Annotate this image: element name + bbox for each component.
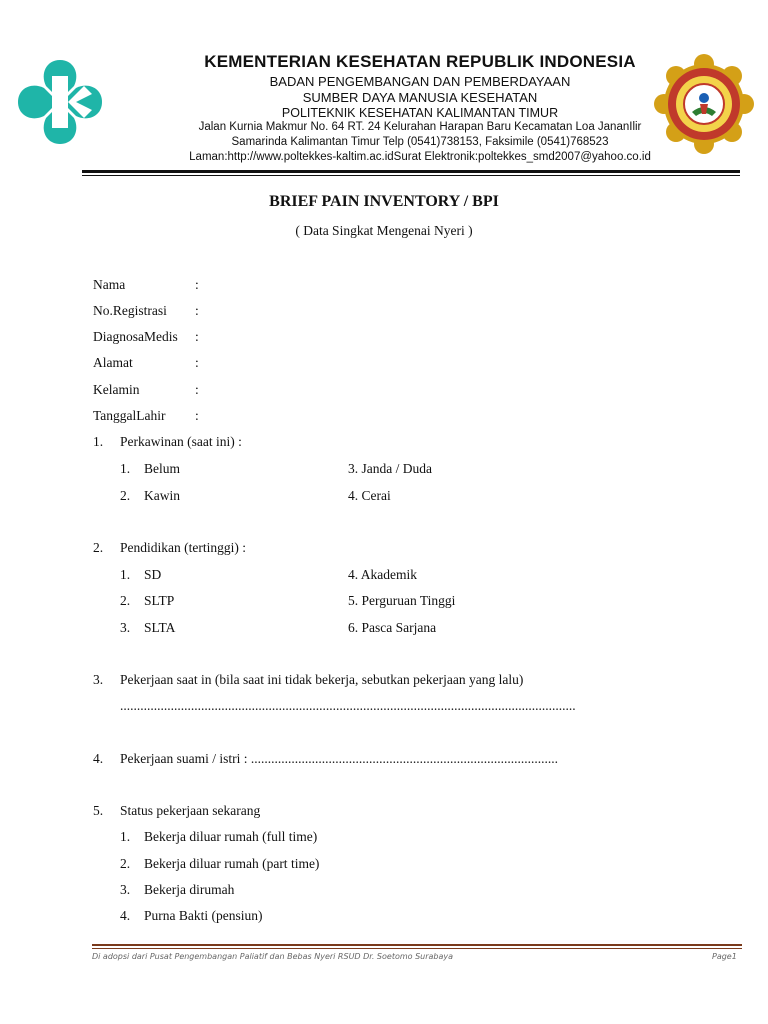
school-name: POLITEKNIK KESEHATAN KALIMANTAN TIMUR — [281, 106, 559, 120]
field-colon: : — [195, 277, 199, 292]
field-colon: : — [195, 355, 199, 370]
question-number: 5. — [93, 803, 104, 818]
question-text-pekerjaan: Pekerjaan saat in (bila saat ini tidak bekerja, sebutkan pekerjaan yang lalu) — [120, 672, 524, 687]
address-line-1: Jalan Kurnia Makmur No. 64 RT. 24 Kelurahan Harapan Baru Kecamatan Loa JananIlir — [198, 121, 642, 133]
footer-rule-thin — [92, 948, 742, 949]
footer-page-number: Page1 — [712, 952, 737, 961]
option-cerai: 4. Cerai — [348, 488, 391, 503]
option-number: 2. — [120, 488, 131, 503]
field-label-alamat: Alamat — [93, 355, 133, 370]
option-number: 2. — [120, 856, 131, 871]
option-dirumah: Bekerja dirumah — [144, 882, 235, 897]
option-sd: SD — [144, 567, 162, 582]
question-number: 3. — [93, 672, 104, 687]
field-label-diagnosa: DiagnosaMedis — [93, 329, 178, 344]
option-number: 1. — [120, 567, 131, 582]
header-rule-thick — [82, 170, 740, 173]
answer-dotted-line[interactable]: ....................................................................................................................................... — [120, 698, 576, 713]
option-belum: Belum — [144, 461, 180, 476]
question-number: 1. — [93, 434, 104, 449]
field-colon: : — [195, 329, 199, 344]
field-colon: : — [195, 408, 199, 423]
question-text-status-pekerjaan: Status pekerjaan sekarang — [120, 803, 261, 818]
web-email-line: Laman:http://www.poltekkes-kaltim.ac.idSurat Elektronik:poltekkes_smd2007@yahoo.co.id — [189, 151, 651, 163]
ministry-title: KEMENTERIAN KESEHATAN REPUBLIK INDONESIA — [204, 52, 636, 71]
field-label-kelamin: Kelamin — [93, 382, 140, 397]
question-text-perkawinan: Perkawinan (saat ini) : — [120, 434, 242, 449]
question-number: 4. — [93, 751, 104, 766]
agency-line-1: BADAN PENGEMBANGAN DAN PEMBERDAYAAN — [269, 74, 571, 89]
field-label-nama: Nama — [93, 277, 126, 292]
option-perguruan-tinggi: 5. Perguruan Tinggi — [348, 593, 456, 608]
header-rule-thin — [82, 175, 740, 176]
address-line-2: Samarinda Kalimantan Timur Telp (0541)738153, Faksimile (0541)768523 — [231, 136, 609, 148]
option-number: 1. — [120, 461, 131, 476]
field-colon: : — [195, 382, 199, 397]
footer-source: Di adopsi dari Pusat Pengembangan Paliatif dan Bebas Nyeri RSUD Dr. Soetomo Surabaya — [92, 952, 454, 961]
question-text-pekerjaan-suami-istri: Pekerjaan suami / istri : ........................................................................................... — [120, 751, 558, 766]
footer-rule — [92, 944, 742, 946]
option-number: 3. — [120, 620, 131, 635]
field-colon: : — [195, 303, 199, 318]
agency-line-2: SUMBER DAYA MANUSIA KESEHATAN — [302, 90, 538, 105]
option-full-time: Bekerja diluar rumah (full time) — [144, 829, 318, 844]
option-kawin: Kawin — [144, 488, 180, 503]
form-title: BRIEF PAIN INVENTORY / BPI — [269, 193, 499, 210]
field-label-registrasi: No.Registrasi — [93, 303, 167, 318]
option-slta: SLTA — [144, 620, 176, 635]
option-akademik: 4. Akademik — [348, 567, 417, 582]
option-pasca-sarjana: 6. Pasca Sarjana — [348, 620, 437, 635]
option-number: 1. — [120, 829, 131, 844]
option-sltp: SLTP — [144, 593, 175, 608]
option-part-time: Bekerja diluar rumah (part time) — [144, 856, 320, 871]
ministry-flower-logo-icon — [14, 56, 106, 148]
option-number: 3. — [120, 882, 131, 897]
option-janda-duda: 3. Janda / Duda — [348, 461, 432, 476]
question-text-pendidikan: Pendidikan (tertinggi) : — [120, 540, 246, 555]
option-number: 2. — [120, 593, 131, 608]
field-label-tanggal-lahir: TanggalLahir — [93, 408, 166, 423]
option-purna-bakti: Purna Bakti (pensiun) — [144, 908, 263, 923]
form-subtitle: ( Data Singkat Mengenai Nyeri ) — [295, 223, 473, 238]
question-number: 2. — [93, 540, 104, 555]
option-number: 4. — [120, 908, 131, 923]
